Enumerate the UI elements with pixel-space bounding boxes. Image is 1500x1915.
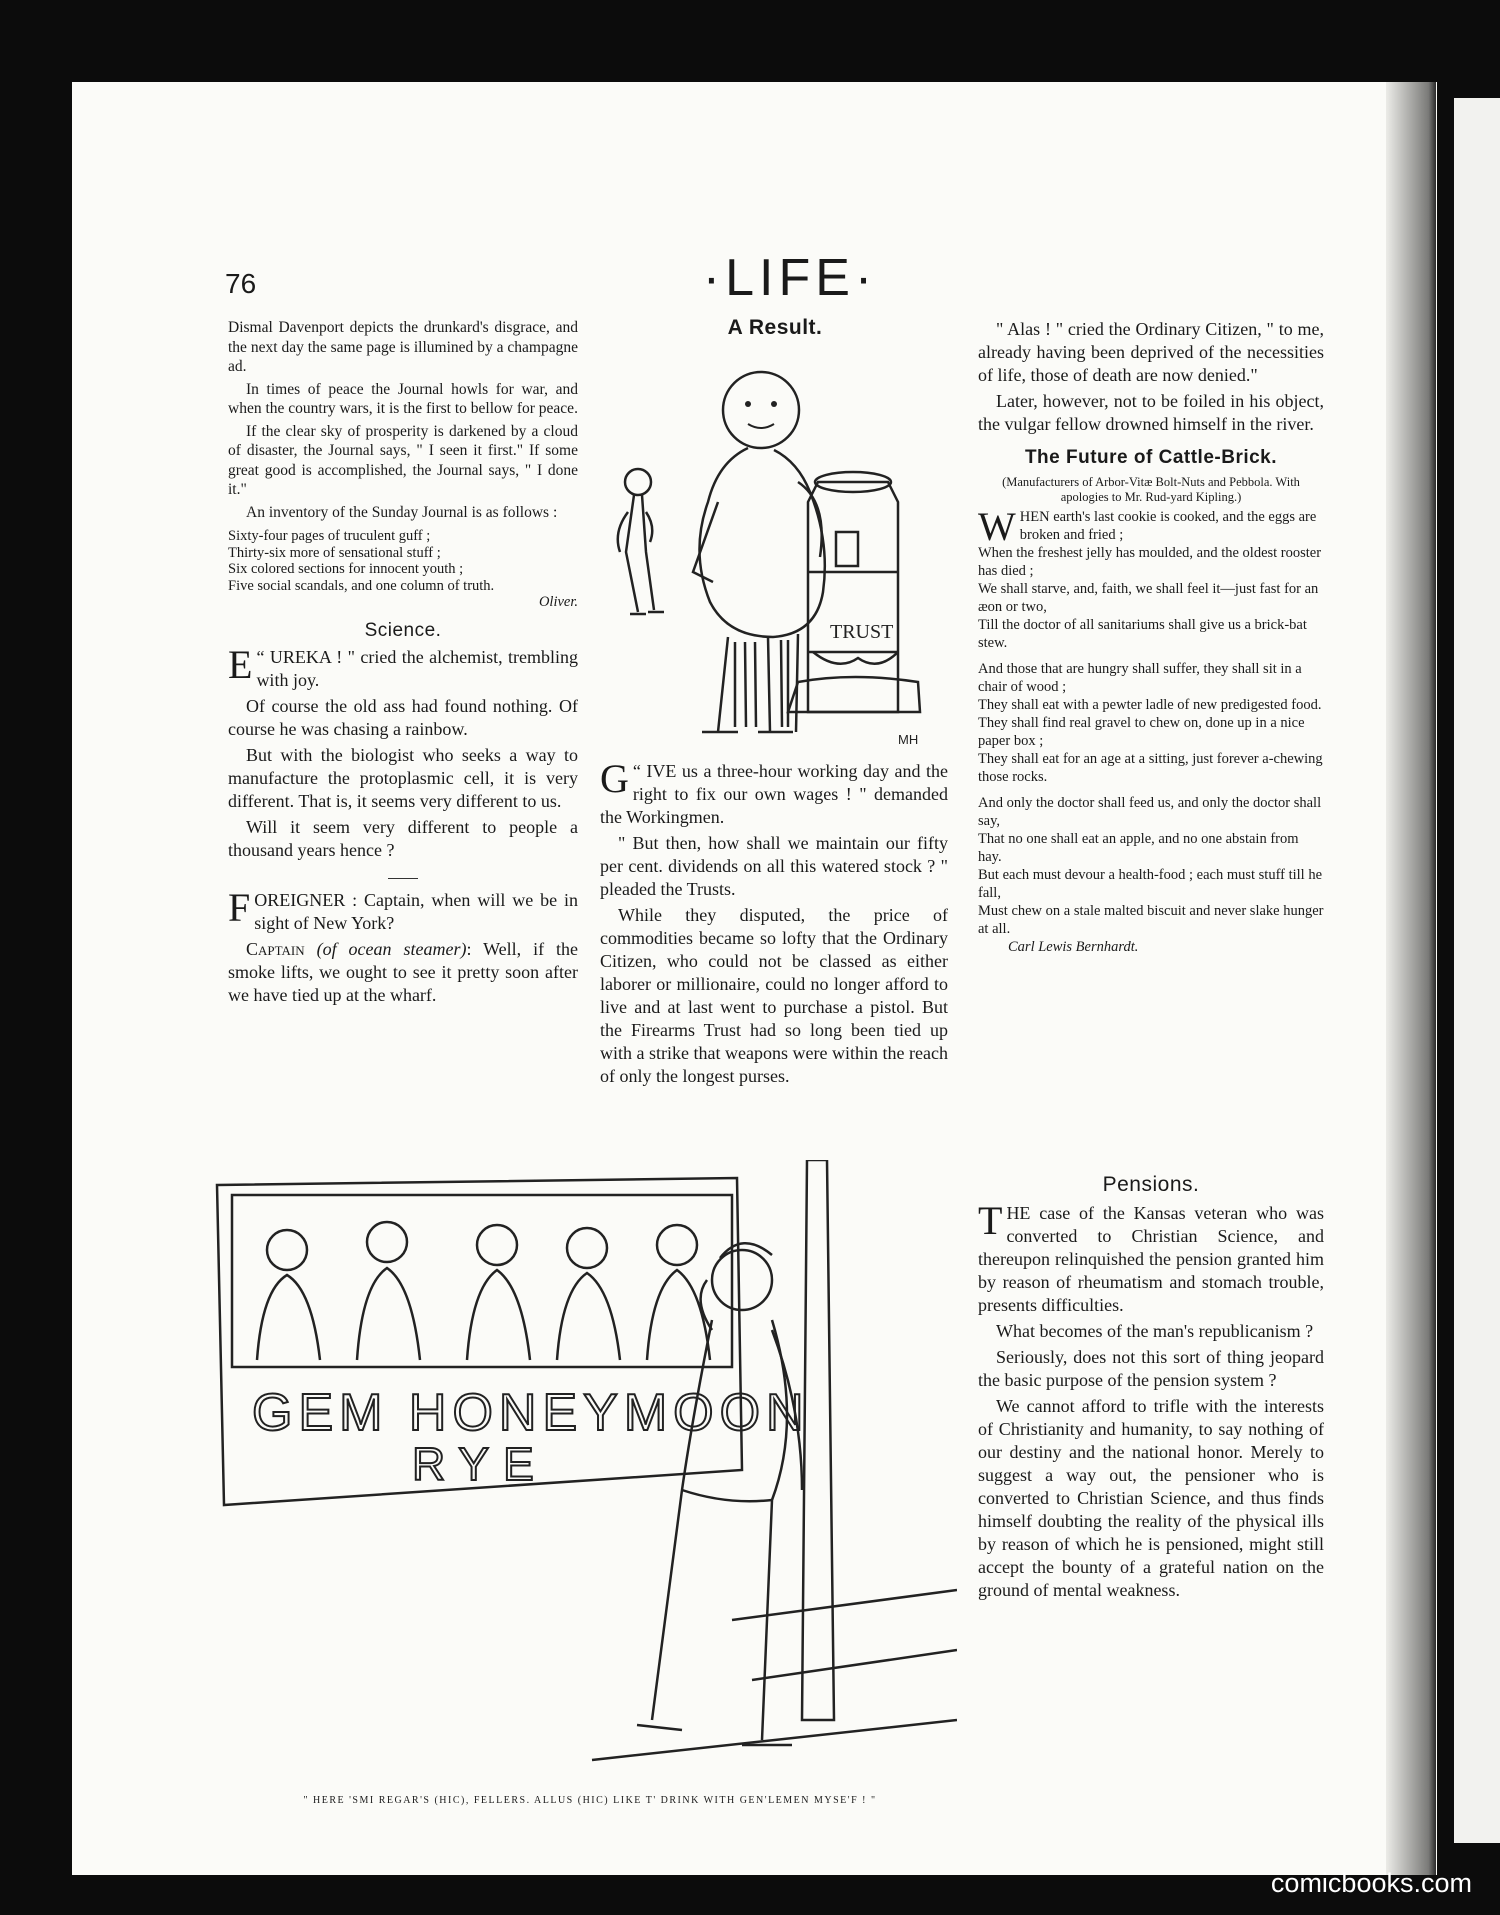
inventory-line: Six colored sections for innocent youth ;: [228, 561, 464, 577]
science-paragraph-1: “ E UREKA ! " cried the alchemist, trembling with joy.: [228, 642, 578, 690]
journal-paragraph-1: Dismal Davenport depicts the drunkard's disgrace, and the next day the same page is illumined by a champagne ad.: [228, 319, 578, 375]
site-watermark: comicbooks.com: [1270, 1868, 1472, 1898]
drop-cap: F: [228, 885, 251, 930]
poem-line: But each must devour a health-food ; each must stuff till he fall,: [978, 867, 1323, 901]
pensions-paragraph-1: THE case of the Kansas veteran who was converted to Christian Science, and thereupon relinquished the pension granted him by reason of rheumatism and stomach trouble, presents difficulties.: [978, 1198, 1324, 1315]
poem-line: WHEN earth's last cookie is cooked, and the eggs are broken and fried ;: [978, 504, 1317, 549]
billboard-headline: GEM HONEYMOON: [252, 1384, 810, 1442]
poem-line: Must chew on a stale malted biscuit and never slake hunger at all.: [978, 903, 1324, 937]
gutter-shadow: [1386, 82, 1436, 1875]
foreigner-paragraph: FOREIGNER : Captain, when will we be in sight of New York?: [228, 885, 578, 933]
pensions-paragraph-2: What becomes of the man's republicanism ?: [996, 1321, 1314, 1341]
poem-signature: Carl Lewis Bernhardt.: [1008, 939, 1139, 955]
billboard-drunk-cartoon-illustration: [212, 1160, 957, 1785]
poem-line: They shall eat with a pewter ladle of new predigested food.: [978, 697, 1322, 713]
drop-cap: T: [978, 1198, 1003, 1243]
result-paragraph-2: " But then, how shall we maintain our fifty per cent. dividends on all this watered stock ? " pleaded the Trusts.: [600, 833, 948, 899]
pensions-paragraph-4: We cannot afford to trifle with the interests of Christianity and humanity, to say nothing of our destiny and the national honor. Merely to suggest a way out, the pensioner who is converted to Christian Science, and thus finds himself doubting the reality of the physical ills by reason of which he is pensioned, might still accept the bounty of a grateful nation on the ground of mental weakness.: [978, 1396, 1324, 1600]
result-paragraph-3: While they disputed, the price of commodities became so lofty that the Ordinary Citizen, who could not be classed as either laborer or millionaire, could no longer afford to live and at last went to purchase a pistol. But the Firearms Trust had so long been tied up with a strike that weapons were within the reach of only the longest purses.: [600, 905, 948, 1086]
drop-cap: E: [228, 642, 253, 687]
cartoon-caption: " HERE 'SMI REGAR'S (HIC), FELLERS. ALLUS (HIC) LIKE T' DRINK WITH GEN'LEMEN MYSE'F ! ": [303, 1795, 877, 1806]
column-right-pensions: [978, 1163, 1324, 1605]
billboard-subline: RYE: [412, 1438, 548, 1490]
result-heading: A Result.: [727, 316, 823, 339]
sunday-journal-inventory: [228, 528, 578, 611]
adjacent-page-edge: [1454, 98, 1500, 1843]
poem-line: We shall starve, and, faith, we shall feel it—just fast for an æon or two,: [978, 581, 1319, 615]
column-middle: [600, 756, 948, 1091]
cattle-brick-heading: The Future of Cattle-Brick.: [1024, 447, 1278, 468]
science-paragraph-3: But with the biologist who seeks a way to manufacture the protoplasmic cell, it is very different. That is, it seems very different to us.: [228, 745, 578, 811]
inventory-line: Five social scandals, and one column of truth.: [228, 577, 495, 594]
trust-cartoon-illustration: [598, 352, 950, 750]
inventory-signature: Oliver.: [538, 594, 578, 610]
stove-label: TRUST: [830, 621, 894, 643]
science-heading: Science.: [364, 619, 442, 641]
inventory-line: Sixty-four pages of truculent guff ;: [228, 528, 431, 544]
poem-line: They shall find real gravel to chew on, done up in a nice paper box ;: [978, 715, 1305, 749]
poem-line: Till the doctor of all sanitariums shall give us a brick-bat stew.: [978, 617, 1307, 651]
page-number: 76: [225, 268, 257, 299]
poem-line: And those that are hungry shall suffer, they shall sit in a chair of wood ;: [978, 661, 1302, 695]
result-paragraph-5: Later, however, not to be foiled in his object, the vulgar fellow drowned himself in the river.: [978, 391, 1324, 434]
poem-line: When the freshest jelly has moulded, and the oldest rooster has died ;: [978, 545, 1322, 579]
poem-line: And only the doctor shall feed us, and only the doctor shall say,: [978, 795, 1322, 829]
pensions-heading: Pensions.: [1102, 1173, 1200, 1196]
science-paragraph-4: Will it seem very different to people a thousand years hence ?: [228, 817, 578, 860]
result-paragraph-4: " Alas ! " cried the Ordinary Citizen, " to me, already having been deprived of the necessities of life, those of death are now denied.": [978, 319, 1324, 385]
captain-paragraph: Captain (of ocean steamer): Well, if the smoke lifts, we ought to see it pretty soon after we have tied up at the wharf.: [228, 939, 578, 1005]
science-paragraph-2: Of course the old ass had found nothing. Of course he was chasing a rainbow.: [228, 696, 578, 739]
drop-cap: W: [978, 504, 1016, 549]
inventory-line: Thirty-six more of sensational stuff ;: [228, 544, 441, 561]
journal-paragraph-2: In times of peace the Journal howls for war, and when the country wars, it is the first to bellow for peace.: [228, 380, 578, 417]
journal-paragraph-4: An inventory of the Sunday Journal is as follows :: [246, 503, 558, 521]
artist-signature: MH: [898, 732, 919, 747]
result-paragraph-1: “ G IVE us a three-hour working day and the right to fix our own wages ! " demanded the Workingmen.: [600, 756, 948, 827]
poem-line: That no one shall eat an apple, and no one abstain from hay.: [978, 831, 1299, 865]
journal-paragraph-3: If the clear sky of prosperity is darkened by a cloud of disaster, the Journal says, " I seen it first." If some great good is accomplished, the Journal says, " I done it.": [228, 422, 578, 498]
column-left: [228, 318, 578, 1010]
cattle-brick-note: (Manufacturers of Arbor-Vitæ Bolt-Nuts and Pebbola. With apologies to Mr. Rud-yard Kipling.): [1002, 475, 1300, 504]
cattle-brick-poem: [978, 504, 1324, 956]
masthead-title: ·LIFE·: [702, 249, 878, 307]
column-right: [978, 318, 1324, 956]
section-divider: [388, 878, 418, 879]
poem-line: They shall eat for an age at a sitting, just forever a-chewing those rocks.: [978, 751, 1323, 785]
pensions-paragraph-3: Seriously, does not this sort of thing jeopard the basic purpose of the pension system ?: [978, 1347, 1324, 1390]
drop-cap: G: [600, 756, 629, 801]
